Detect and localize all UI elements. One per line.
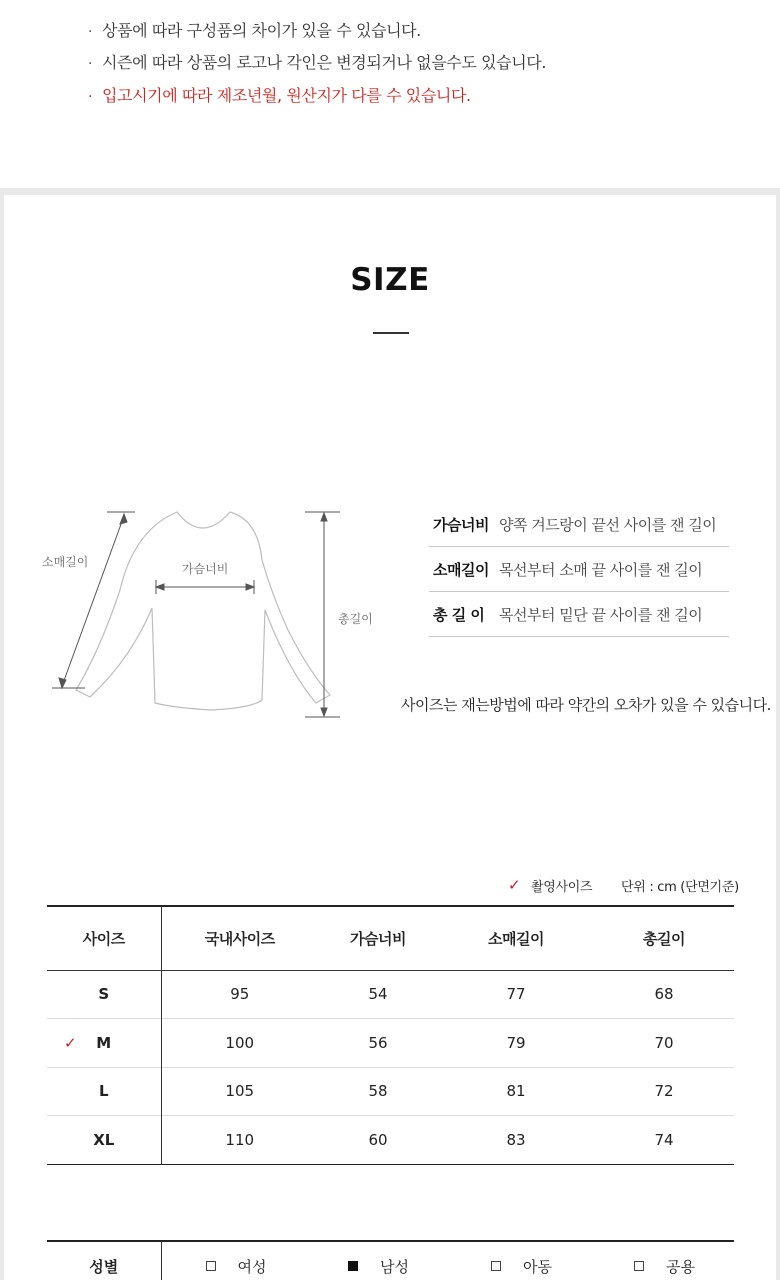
size-label: S [98,985,110,1004]
chest-width-label: 가슴너비 [182,562,229,576]
gender-label: 성별 [47,1241,161,1280]
table-cell: 70 [654,1033,674,1052]
bullet: · [88,56,93,72]
check-icon: ✓ [508,876,521,894]
column-header: 국내사이즈 [204,929,275,948]
note-item-highlight [88,83,471,106]
measure-lines [52,512,340,717]
gender-option-label: 여성 [237,1258,267,1276]
note-text: 입고시기에 따라 제조년월, 원산지가 다를 수 있습니다. [102,86,471,105]
gender-option-kids [447,1241,590,1280]
definition-desc: 목선부터 밑단 끝 사이를 잰 길이 [499,605,703,624]
gender-table [47,1240,734,1280]
table-cell: 60 [368,1130,388,1149]
size-cell [47,970,161,1019]
size-label: M [96,1033,112,1052]
check-icon: ✓ [64,1033,77,1052]
table-row [47,970,734,1019]
size-label: XL [93,1130,115,1149]
definition-desc: 양쪽 겨드랑이 끝선 사이를 잰 길이 [499,515,717,534]
gender-option-unisex [590,1241,734,1280]
table-cell: 83 [506,1130,526,1149]
size-cell [47,1019,161,1068]
table-cell: 110 [225,1130,255,1149]
table-cell: 74 [654,1130,674,1149]
gender-row [47,1241,734,1280]
table-cell: 81 [506,1082,526,1101]
table-cell: 100 [225,1033,255,1052]
size-cell [47,1116,161,1165]
bullet: · [88,89,93,105]
checkbox-empty-icon [634,1261,644,1271]
definition-desc: 목선부터 소매 끝 사이를 잰 길이 [499,560,703,579]
definition-term: 총 길 이 [433,605,485,624]
gender-option-male [304,1241,447,1280]
measurement-disclaimer: 사이즈는 재는방법에 따라 약간의 오차가 있을 수 있습니다. [401,696,771,714]
table-header-row [47,906,734,970]
definition-term: 소매길이 [433,560,489,579]
table-cell: 54 [368,985,388,1004]
table-row [47,1067,734,1116]
total-length-label: 총길이 [338,612,373,626]
table-cell: 95 [230,985,250,1004]
gender-option-label: 남성 [380,1258,409,1276]
definition-row [429,502,729,547]
definition-row [429,592,729,637]
table-cell: 79 [506,1033,526,1052]
garment-diagram [40,500,380,730]
column-header: 총길이 [643,929,685,948]
measurement-definitions [429,502,729,637]
size-label: L [98,1082,109,1101]
card-border-right [776,195,780,1280]
checkbox-empty-icon [206,1261,216,1271]
table-cell: 105 [225,1082,255,1101]
table-cell: 77 [506,985,526,1004]
gender-option-label: 아동 [523,1258,552,1276]
gender-option-female [161,1241,304,1280]
table-cell: 68 [654,985,674,1004]
gender-option-label: 공용 [666,1258,695,1276]
size-cell [47,1067,161,1116]
note-text: 시즌에 따라 상품의 로고나 각인은 변경되거나 없을수도 있습니다. [102,53,547,72]
sleeve-length-label: 소매길이 [42,555,89,569]
column-header: 소매길이 [488,929,544,948]
table-row [47,1019,734,1068]
table-row [47,1116,734,1165]
table-cell: 72 [654,1082,674,1101]
title-underline [373,332,409,334]
size-table [47,905,734,1165]
note-text: 상품에 따라 구성품의 차이가 있을 수 있습니다. [102,21,421,40]
section-title: SIZE [350,262,430,298]
note-item [88,50,546,73]
definition-term: 가슴너비 [433,515,489,534]
definition-row [429,547,729,592]
column-header: 가슴너비 [350,929,406,948]
bullet: · [88,24,93,40]
checkbox-empty-icon [491,1261,501,1271]
section-divider [0,188,780,195]
checkbox-filled-icon [348,1261,358,1271]
note-item [88,18,421,41]
product-notes [0,0,780,188]
table-cell: 56 [368,1033,388,1052]
column-header: 사이즈 [47,906,161,970]
photographed-size-legend: 촬영사이즈 [531,880,593,895]
unit-note: 단위 : cm (단면기준) [621,880,739,895]
table-cell: 58 [368,1082,388,1101]
